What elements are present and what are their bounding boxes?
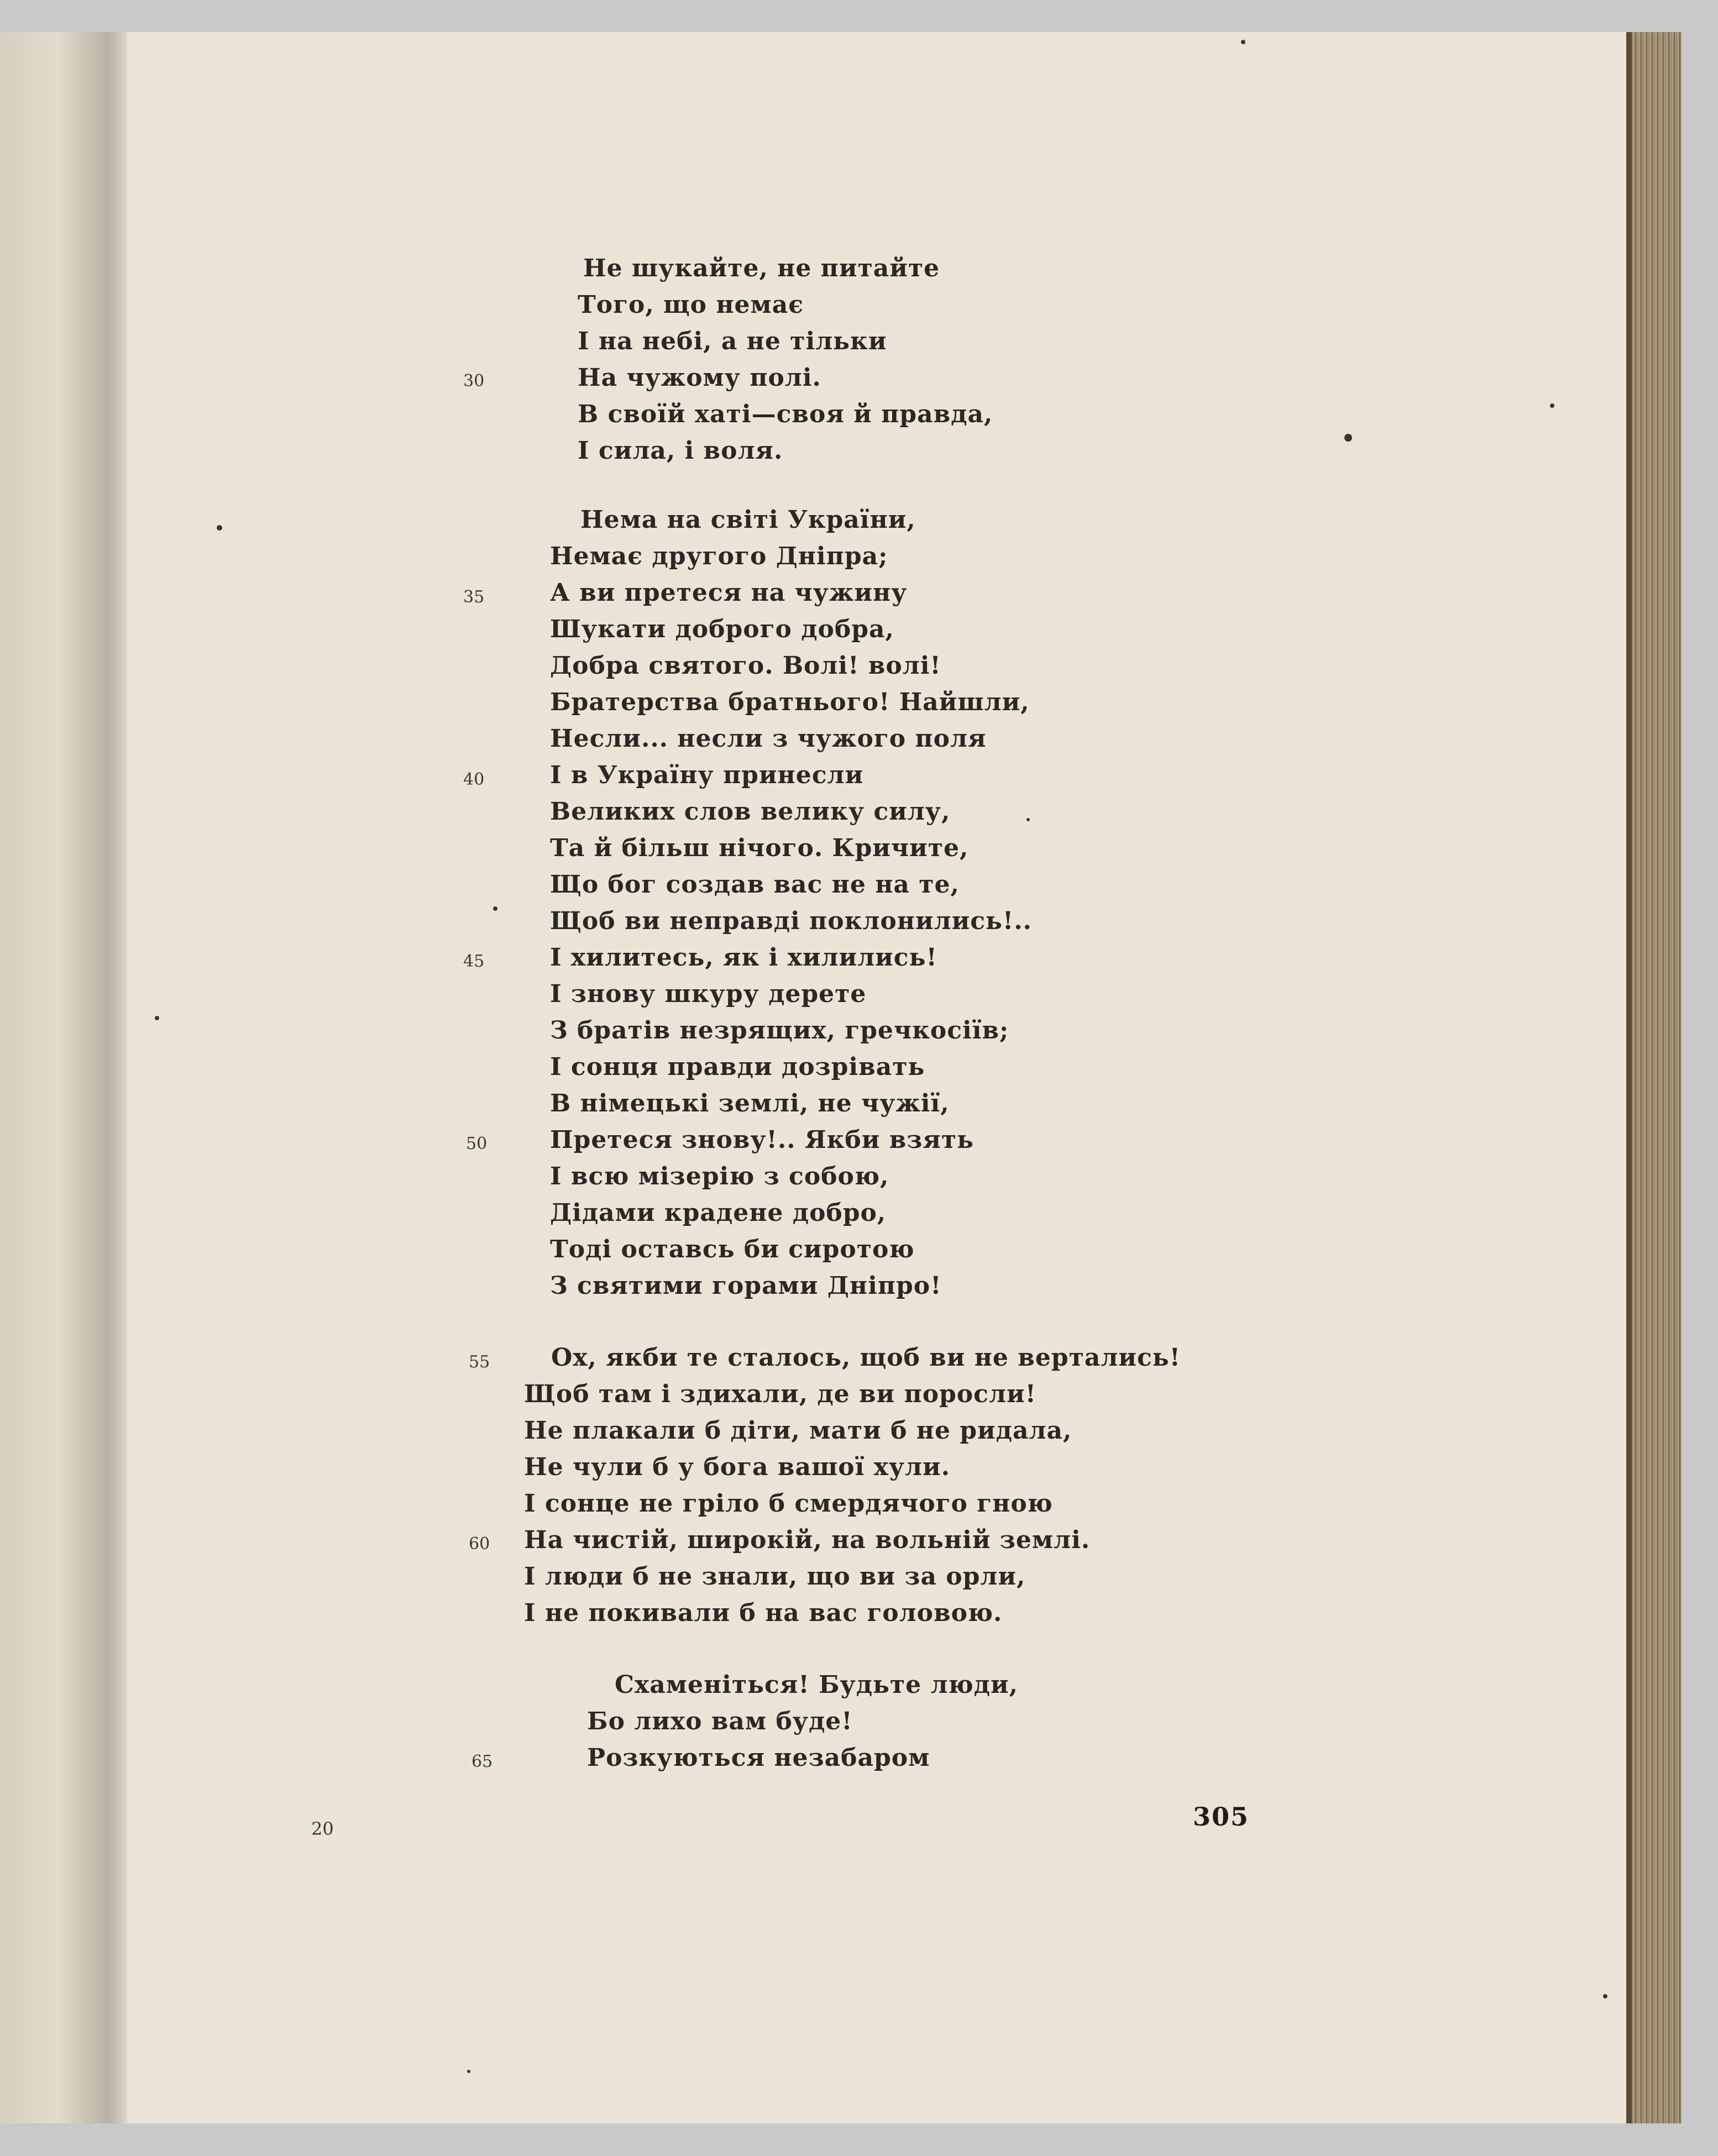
line-number: 50: [466, 1134, 488, 1153]
poem-line: Великих слов велику силу,: [550, 798, 951, 826]
poem-line: Не чули б у бога вашої хули.: [524, 1453, 950, 1481]
page-stack-edge: [1632, 32, 1682, 2123]
poem-line: Щоб ви неправді поклонились!..: [550, 907, 1032, 935]
poem-line: Претеся знову!.. Якби взять: [550, 1126, 974, 1154]
paper-speck: [493, 906, 497, 911]
page-edge-shadow: [1626, 32, 1632, 2123]
poem-line: Ох, якби те сталось, щоб ви не вертались!: [551, 1344, 1181, 1372]
poem-line: І в Україну принесли: [550, 761, 864, 789]
poem-line: І на небі, а не тільки: [578, 327, 887, 355]
poem-line: Бо лихо вам буде!: [587, 1707, 853, 1735]
poem-line: І сонця правди дозрівать: [550, 1053, 925, 1081]
page-gutter: [0, 32, 127, 2123]
paper-speck: [1344, 434, 1352, 442]
poem-line: І сонце не гріло б смердячого гною: [524, 1489, 1053, 1518]
poem-line: І люди б не знали, що ви за орли,: [524, 1562, 1026, 1591]
line-number: 45: [463, 952, 485, 971]
poem-line: В німецькі землі, не чужії,: [550, 1089, 950, 1118]
page-number: 305: [1193, 1802, 1250, 1832]
paper-speck: [1241, 40, 1245, 44]
poem-line: Не плакали б діти, мати б не ридала,: [524, 1417, 1072, 1445]
poem-line: І хилитесь, як і хилились!: [550, 943, 937, 972]
poem-line: В своїй хаті—своя й правда,: [578, 400, 993, 428]
poem-line: Добра святого. Волі! волі!: [550, 652, 941, 680]
line-number: 60: [469, 1534, 490, 1554]
line-number: 65: [472, 1752, 493, 1771]
poem-line: Та й більш нічого. Кричите,: [550, 834, 969, 862]
poem-line: І сила, і воля.: [578, 437, 783, 465]
poem-line: Несли... несли з чужого поля: [550, 725, 987, 753]
poem-line: І знову шкуру дерете: [550, 980, 867, 1008]
poem-line: Нема на світі України,: [580, 506, 916, 534]
poem-line: Шукати доброго добра,: [550, 615, 894, 643]
line-number: 35: [463, 587, 485, 607]
poem-line: З братів незрящих, гречкосіїв;: [550, 1016, 1009, 1045]
paper-speck: [1026, 818, 1030, 821]
poem-line: Братерства братнього! Найшли,: [550, 688, 1030, 716]
poem-line: І всю мізерію з собою,: [550, 1162, 889, 1190]
poem-line: Що бог создав вас не на те,: [550, 870, 960, 899]
poem-line: Того, що немає: [578, 291, 804, 319]
poem-line: Не шукайте, не питайте: [583, 254, 940, 282]
paper-speck: [217, 525, 222, 531]
paper-speck: [1603, 1994, 1607, 1998]
paper-speck: [155, 1016, 159, 1020]
paper-speck: [467, 2070, 470, 2073]
poem-line: Щоб там і здихали, де ви поросли!: [524, 1380, 1036, 1408]
signature-mark: 20: [311, 1818, 334, 1839]
poem-line: На чужому полі.: [578, 364, 821, 392]
poem-line: На чистій, широкій, на вольній землі.: [524, 1526, 1091, 1554]
poem-line: Розкуються незабаром: [587, 1744, 930, 1772]
paper-speck: [1550, 403, 1554, 408]
poem-line: Немає другого Дніпра;: [550, 542, 888, 570]
poem-line: Тоді оставсь би сиротою: [550, 1235, 915, 1263]
poem-line: З святими горами Дніпро!: [550, 1272, 942, 1300]
poem-line: І не покивали б на вас головою.: [524, 1599, 1003, 1627]
line-number: 30: [463, 371, 485, 391]
line-number: 55: [469, 1352, 490, 1372]
poem-line: Дідами крадене добро,: [550, 1199, 887, 1227]
poem-line: А ви претеся на чужину: [550, 579, 908, 607]
poem-line: Схаменіться! Будьте люди,: [615, 1671, 1018, 1699]
line-number: 40: [463, 770, 485, 789]
